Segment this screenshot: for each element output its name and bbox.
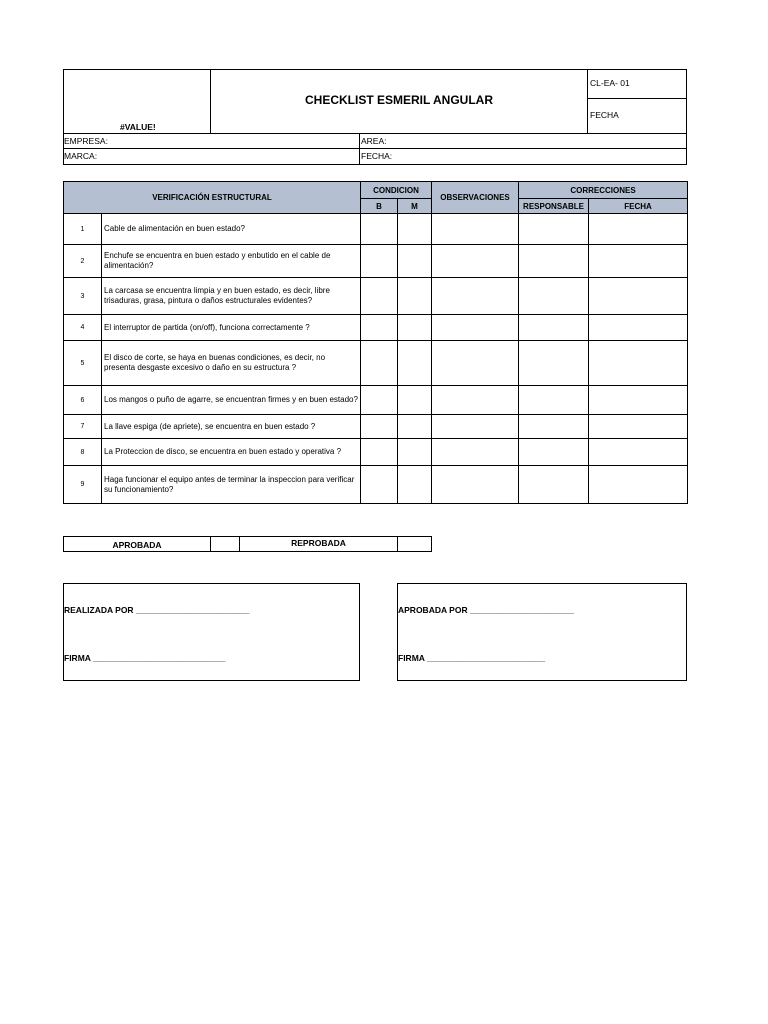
table-row (64, 278, 688, 315)
responsable-header: RESPONSABLE (519, 199, 589, 214)
aprobada-por-field[interactable]: APROBADA POR ______________________ (398, 605, 574, 615)
fecha-label: FECHA (590, 110, 619, 120)
responsable-cell[interactable] (519, 341, 589, 386)
b-cell[interactable] (361, 466, 398, 504)
responsable-cell[interactable] (519, 466, 589, 504)
row-item-text: El interruptor de partida (on/off), funciona correctamente ? (102, 315, 361, 341)
aprobada-label: APROBADA (112, 540, 162, 550)
m-cell[interactable] (398, 245, 432, 278)
row-number: 5 (64, 341, 102, 386)
firma-left-field[interactable]: FIRMA ____________________________ (64, 653, 226, 663)
responsable-cell[interactable] (519, 214, 589, 245)
table-row (64, 415, 688, 439)
fecha-cell[interactable] (589, 278, 688, 315)
table-row (64, 341, 688, 386)
area-field[interactable] (359, 133, 687, 149)
firma-right-field[interactable]: FIRMA _________________________ (398, 653, 546, 663)
observaciones-cell[interactable] (432, 341, 519, 386)
row-item-text: Los mangos o puño de agarre, se encuentran firmes y en buen estado? (102, 386, 361, 415)
row-number: 8 (64, 439, 102, 466)
page-title: CHECKLIST ESMERIL ANGULAR (304, 93, 493, 107)
b-cell[interactable] (361, 439, 398, 466)
table-row (64, 439, 688, 466)
marca-field[interactable] (63, 148, 360, 165)
area-label: AREA: (361, 136, 387, 146)
fecha-cell[interactable] (589, 439, 688, 466)
empresa-label: EMPRESA: (64, 136, 108, 146)
row-item-text: La llave espiga (de apriete), se encuentra en buen estado ? (102, 415, 361, 439)
b-cell[interactable] (361, 245, 398, 278)
row-number: 7 (64, 415, 102, 439)
observaciones-cell[interactable] (432, 415, 519, 439)
row-item-text: La carcasa se encuentra limpia y en buen estado, es decir, libre trisaduras, grasa, pintura o daños estructurales evidentes? (102, 278, 361, 315)
m-cell[interactable] (398, 415, 432, 439)
fecha2-field[interactable] (359, 148, 687, 165)
responsable-cell[interactable] (519, 439, 589, 466)
b-cell[interactable] (361, 386, 398, 415)
fecha2-label: FECHA: (361, 151, 393, 161)
m-header: M (398, 199, 432, 214)
observaciones-cell[interactable] (432, 245, 519, 278)
reprobada-checkbox[interactable] (397, 536, 432, 552)
document-code: CL-EA- 01 (590, 78, 630, 88)
b-cell[interactable] (361, 278, 398, 315)
m-cell[interactable] (398, 214, 432, 245)
fecha-cell[interactable] (589, 466, 688, 504)
observaciones-cell[interactable] (432, 466, 519, 504)
b-header: B (361, 199, 398, 214)
observaciones-cell[interactable] (432, 439, 519, 466)
condicion-header: CONDICION (361, 182, 432, 199)
aprobada-checkbox[interactable] (210, 536, 240, 552)
m-cell[interactable] (398, 341, 432, 386)
observaciones-cell[interactable] (432, 386, 519, 415)
correcciones-header: CORRECCIONES (519, 182, 688, 199)
observaciones-header: OBSERVACIONES (432, 182, 519, 214)
checklist-table (63, 181, 688, 504)
value-error-text: #VALUE! (120, 122, 156, 132)
row-item-text: Cable de alimentación en buen estado? (102, 214, 361, 245)
fecha-cell[interactable] (589, 415, 688, 439)
row-item-text: La Proteccion de disco, se encuentra en buen estado y operativa ? (102, 439, 361, 466)
row-number: 6 (64, 386, 102, 415)
realizada-box (63, 583, 360, 681)
responsable-cell[interactable] (519, 415, 589, 439)
fecha-cell[interactable] (589, 245, 688, 278)
responsable-cell[interactable] (519, 245, 589, 278)
responsable-cell[interactable] (519, 386, 589, 415)
m-cell[interactable] (398, 386, 432, 415)
b-cell[interactable] (361, 341, 398, 386)
table-row (64, 466, 688, 504)
row-item-text: El disco de corte, se haya en buenas condiciones, es decir, no presenta desgaste excesivo o daño en su estructura ? (102, 341, 361, 386)
row-item-text: Haga funcionar el equipo antes de terminar la inspeccion para verificar su funcionamiento? (102, 466, 361, 504)
observaciones-cell[interactable] (432, 315, 519, 341)
fecha-cell[interactable] (589, 386, 688, 415)
b-cell[interactable] (361, 214, 398, 245)
marca-label: MARCA: (64, 151, 98, 161)
table-row (64, 386, 688, 415)
row-number: 4 (64, 315, 102, 341)
responsable-cell[interactable] (519, 278, 589, 315)
responsable-cell[interactable] (519, 315, 589, 341)
observaciones-cell[interactable] (432, 214, 519, 245)
verificacion-header: VERIFICACIÓN ESTRUCTURAL (64, 182, 361, 214)
fecha-col-header: FECHA (589, 199, 688, 214)
b-cell[interactable] (361, 415, 398, 439)
reprobada-label: REPROBADA (291, 538, 346, 548)
table-row (64, 315, 688, 341)
fecha-cell[interactable] (589, 315, 688, 341)
row-number: 1 (64, 214, 102, 245)
observaciones-cell[interactable] (432, 278, 519, 315)
fecha-cell[interactable] (589, 214, 688, 245)
m-cell[interactable] (398, 278, 432, 315)
row-number: 9 (64, 466, 102, 504)
m-cell[interactable] (398, 439, 432, 466)
m-cell[interactable] (398, 315, 432, 341)
row-item-text: Enchufe se encuentra en buen estado y enbutido en el cable de alimentación? (102, 245, 361, 278)
m-cell[interactable] (398, 466, 432, 504)
table-row (64, 245, 688, 278)
aprobada-box (397, 583, 687, 681)
table-row (64, 214, 688, 245)
realizada-por-field[interactable]: REALIZADA POR ________________________ (64, 605, 250, 615)
row-number: 3 (64, 278, 102, 315)
fecha-cell[interactable] (589, 341, 688, 386)
b-cell[interactable] (361, 315, 398, 341)
row-number: 2 (64, 245, 102, 278)
